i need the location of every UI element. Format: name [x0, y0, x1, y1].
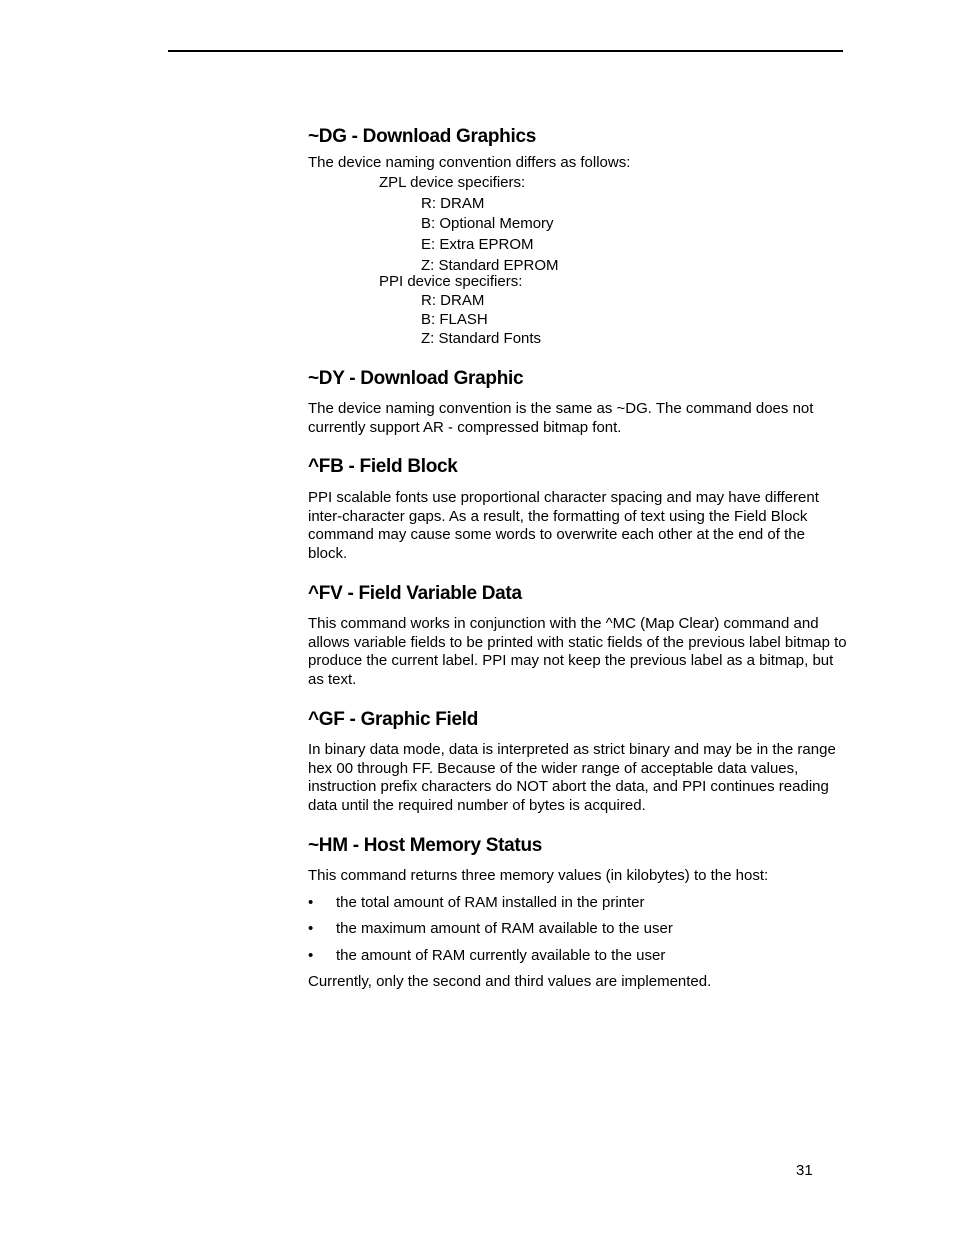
dg-zpl-item: B: Optional Memory: [421, 215, 554, 232]
section-heading-hm: ~HM - Host Memory Status: [308, 835, 543, 856]
dg-ppi-item: R: DRAM: [421, 292, 485, 309]
bullet-icon: •: [308, 894, 314, 911]
section-heading-fb: ^FB - Field Block: [308, 456, 458, 477]
page-number: 31: [796, 1162, 813, 1179]
list-item-text: the maximum amount of RAM available to the user: [336, 920, 673, 937]
dg-intro: The device naming convention differs as follows:: [308, 154, 631, 171]
dg-zpl-item: Z: Standard EPROM: [421, 257, 559, 274]
hm-outro: Currently, only the second and third values are implemented.: [308, 973, 712, 990]
dg-ppi-label: PPI device specifiers:: [379, 273, 523, 290]
section-heading-fv: ^FV - Field Variable Data: [308, 583, 522, 604]
dg-ppi-item: B: FLASH: [421, 311, 488, 328]
dy-body: The device naming convention is the same as ~DG. The command does not currently support AR - compressed bitmap font.: [308, 400, 814, 436]
section-heading-dy: ~DY - Download Graphic: [308, 368, 524, 389]
dg-zpl-item: R: DRAM: [421, 195, 485, 212]
dg-ppi-item: Z: Standard Fonts: [421, 330, 542, 347]
section-heading-dg: ~DG - Download Graphics: [308, 126, 536, 147]
dg-zpl-item: E: Extra EPROM: [421, 236, 534, 253]
list-item-text: the total amount of RAM installed in the printer: [336, 894, 645, 911]
section-heading-gf: ^GF - Graphic Field: [308, 709, 479, 730]
header-rule: [168, 50, 843, 52]
gf-body: In binary data mode, data is interpreted as strict binary and may be in the range hex 00 through FF. Because of the wider range of acceptable data values, instruction prefix characters do NOT abort the data, and PPI continues reading data until the required number of bytes is acquired.: [308, 741, 836, 815]
fb-body: PPI scalable fonts use proportional character spacing and may have different inter-character gaps. As a result, the formatting of text using the Field Block command may cause some words to overwrite each other at the end of the block.: [308, 489, 819, 563]
hm-intro: This command returns three memory values (in kilobytes) to the host:: [308, 867, 769, 884]
dg-zpl-label: ZPL device specifiers:: [379, 174, 526, 191]
bullet-icon: •: [308, 920, 314, 937]
fv-body: This command works in conjunction with the ^MC (Map Clear) command and allows variable fields to be printed with static fields of the previous label bitmap to produce the current label. PPI may not keep the previous label as a bitmap, but as text.: [308, 615, 847, 689]
list-item-text: the amount of RAM currently available to the user: [336, 947, 666, 964]
bullet-icon: •: [308, 947, 314, 964]
